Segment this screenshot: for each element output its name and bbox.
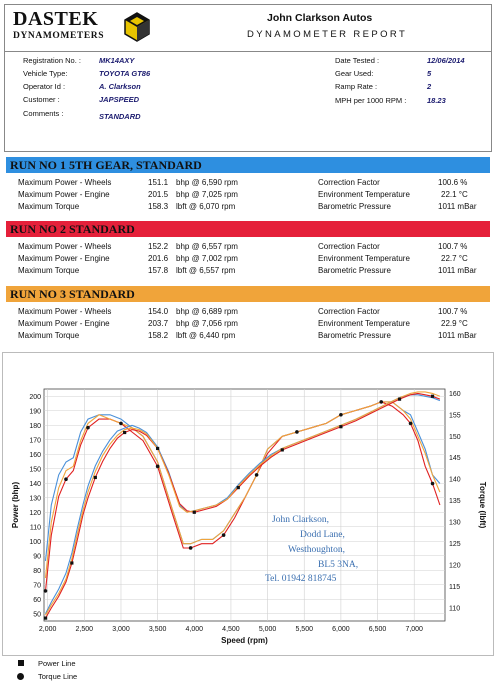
date-tested-label: Date Tested : [335,56,380,65]
torque-marker [379,400,383,404]
power-marker [94,476,97,479]
run-1-rvalue-3: 1011 mBar [438,202,477,211]
y2-tick-label: 145 [449,455,461,463]
mph-value: 18.23 [427,96,446,105]
y-tick-label: 90 [33,553,41,561]
run-3-unit-3: lbft @ 6,440 rpm [176,331,236,340]
y2-tick-label: 115 [449,584,461,592]
power-marker [398,398,401,401]
run-3-label-1: Maximum Power - Wheels [18,307,112,316]
run-3-unit-2: bhp @ 7,056 rpm [176,319,238,328]
y-tick-label: 140 [29,480,41,488]
x-tick-label: 4,000 [185,626,204,633]
run-2-label-3: Maximum Torque [18,266,80,275]
y2-tick-label: 155 [449,412,461,420]
gear-used-value: 5 [427,69,432,78]
y2-axis-title: Torque (lbft) [478,481,487,529]
power-marker [237,486,240,489]
run-2-unit-2: bhp @ 7,002 rpm [176,254,238,263]
x-tick-label: 5,000 [258,626,277,633]
run-2-rvalue-2: 22.7 °C [441,254,468,263]
x-tick-label: 4,500 [222,626,240,633]
run-2-value-3: 157.8 [148,266,169,275]
run-3-rvalue-2: 22.9 °C [441,319,468,328]
run-1-rlabel-3: Barometric Pressure [318,202,391,211]
y-tick-label: 160 [29,451,41,459]
y2-tick-label: 125 [449,541,461,549]
y-tick-label: 130 [29,495,41,503]
run-2-rlabel-1: Correction Factor [318,242,380,251]
y-tick-label: 180 [29,422,41,430]
ramp-rate-value: 2 [427,82,432,91]
run-1-title: RUN NO 1 5TH GEAR, STANDARD [6,157,490,173]
x-tick-label: 5,500 [295,626,314,633]
power-marker [156,447,159,450]
power-marker [281,448,284,451]
y-tick-label: 150 [29,466,41,474]
y-tick-label: 80 [33,567,41,575]
stamp-line-2: Dodd Lane, [300,530,345,540]
run-1-unit-3: lbft @ 6,070 rpm [176,202,236,211]
comments-value: STANDARD [99,112,141,121]
run-1-label-1: Maximum Power - Wheels [18,178,112,187]
run-1-unit-1: bhp @ 6,590 rpm [176,178,238,187]
plot-area [44,389,445,621]
operator-value: A. Clarkson [99,82,141,91]
torque-marker [64,477,68,481]
legend-power-line: Power Line [38,659,76,668]
run-1-value-2: 201.5 [148,190,169,199]
y2-tick-label: 120 [449,562,461,570]
y2-tick-label: 110 [449,605,461,613]
y-tick-label: 200 [29,393,41,401]
run-2-title: RUN NO 2 STANDARD [6,221,490,237]
run-2-value-2: 201.6 [148,254,169,263]
y-tick-label: 190 [29,408,41,416]
run-2-rvalue-1: 100.7 % [438,242,468,251]
x-tick-label: 3,500 [148,626,167,633]
run-3-rvalue-1: 100.7 % [438,307,468,316]
run-2-label-2: Maximum Power - Engine [18,254,110,263]
run-2-rlabel-3: Barometric Pressure [318,266,391,275]
y2-tick-label: 150 [449,433,461,441]
report-title: DYNAMOMETER REPORT [247,29,408,40]
run-3-rlabel-1: Correction Factor [318,307,380,316]
comments-label: Comments : [23,109,64,118]
gear-used-label: Gear Used: [335,69,374,78]
run-1-rvalue-2: 22.1 °C [441,190,468,199]
y-tick-label: 100 [29,538,41,546]
run-2-value-1: 152.2 [148,242,169,251]
y-tick-label: 120 [29,509,41,517]
run-3-rlabel-2: Environment Temperature [318,319,410,328]
torque-marker [255,473,259,477]
run-1-label-3: Maximum Torque [18,202,80,211]
customer-label: Customer : [23,95,60,104]
run-1-rvalue-1: 100.6 % [438,178,468,187]
run-3-value-2: 203.7 [148,319,169,328]
y-tick-label: 110 [29,524,41,532]
torque-marker [409,422,413,426]
run-1-value-3: 158.3 [148,202,169,211]
run-2-unit-1: bhp @ 6,557 rpm [176,242,238,251]
run-3-unit-1: bhp @ 6,689 rpm [176,307,238,316]
x-tick-label: 3,000 [112,626,130,633]
y2-tick-label: 140 [449,476,461,484]
torque-marker [156,465,160,469]
torque-marker [86,426,90,430]
run-3-title: RUN NO 3 STANDARD [6,286,490,302]
vehicle-type-value: TOYOTA GT86 [99,69,151,78]
y-tick-label: 70 [33,582,41,590]
run-3-label-3: Maximum Torque [18,331,80,340]
x-tick-label: 6,000 [332,626,350,633]
mph-label: MPH per 1000 RPM : [335,96,407,105]
torque-marker [431,482,435,486]
y-axis-title: Power (bhp) [11,481,20,529]
x-tick-label: 7,000 [405,626,423,633]
x-tick-label: 6,500 [368,626,387,633]
power-marker [193,511,196,514]
operator-label: Operator Id : [23,82,66,91]
run-3-rlabel-3: Barometric Pressure [318,331,391,340]
customer-value: JAPSPEED [99,95,140,104]
y-tick-label: 170 [29,437,41,445]
run-1-unit-2: bhp @ 7,025 rpm [176,190,238,199]
registration-value: MK14AXY [99,56,135,65]
y2-tick-label: 160 [449,390,461,398]
ramp-rate-label: Ramp Rate : [335,82,378,91]
stamp-line-5: Tel. 01942 818745 [265,574,337,584]
power-marker [339,425,342,428]
torque-marker [44,589,48,593]
torque-marker [189,546,193,550]
torque-marker [339,413,343,417]
stamp-line-1: John Clarkson, [272,515,329,525]
run-3-label-2: Maximum Power - Engine [18,319,110,328]
date-tested-value: 12/06/2014 [427,56,465,65]
power-marker [431,395,434,398]
stamp-line-3: Westhoughton, [288,545,346,555]
run-1-label-2: Maximum Power - Engine [18,190,110,199]
run-2-label-1: Maximum Power - Wheels [18,242,112,251]
run-3-rvalue-3: 1011 mBar [438,331,477,340]
logo-subtitle: DYNAMOMETERS [13,31,105,41]
legend-torque-line: Torque Line [38,672,78,681]
x-axis-title: Speed (rpm) [221,636,268,645]
run-2-unit-3: lbft @ 6,557 rpm [176,266,236,275]
logo-name: DASTEK [13,8,99,30]
y2-tick-label: 135 [449,498,461,506]
torque-marker [222,533,226,537]
registration-label: Registration No. : [23,56,81,65]
torque-line-marker-icon [17,673,24,680]
run-2-rvalue-3: 1011 mBar [438,266,477,275]
power-marker [123,431,126,434]
y2-tick-label: 130 [449,519,461,527]
stamp-line-4: BL5 3NA, [318,560,359,570]
company-name: John Clarkson Autos [267,12,373,24]
torque-marker [295,430,299,434]
run-1-rlabel-2: Environment Temperature [318,190,410,199]
y-tick-label: 60 [33,596,41,604]
x-tick-label: 2,000 [38,626,57,633]
vehicle-type-label: Vehicle Type: [23,69,68,78]
run-1-rlabel-1: Correction Factor [318,178,380,187]
y-tick-label: 50 [33,611,41,619]
power-marker [70,561,73,564]
power-line-marker-icon [18,660,24,666]
run-2-rlabel-2: Environment Temperature [318,254,410,263]
x-tick-label: 2,500 [75,626,94,633]
power-marker [44,617,47,620]
torque-marker [119,422,123,426]
run-3-value-1: 154.0 [148,307,169,316]
run-3-value-3: 158.2 [148,331,169,340]
run-1-value-1: 151.1 [148,178,169,187]
